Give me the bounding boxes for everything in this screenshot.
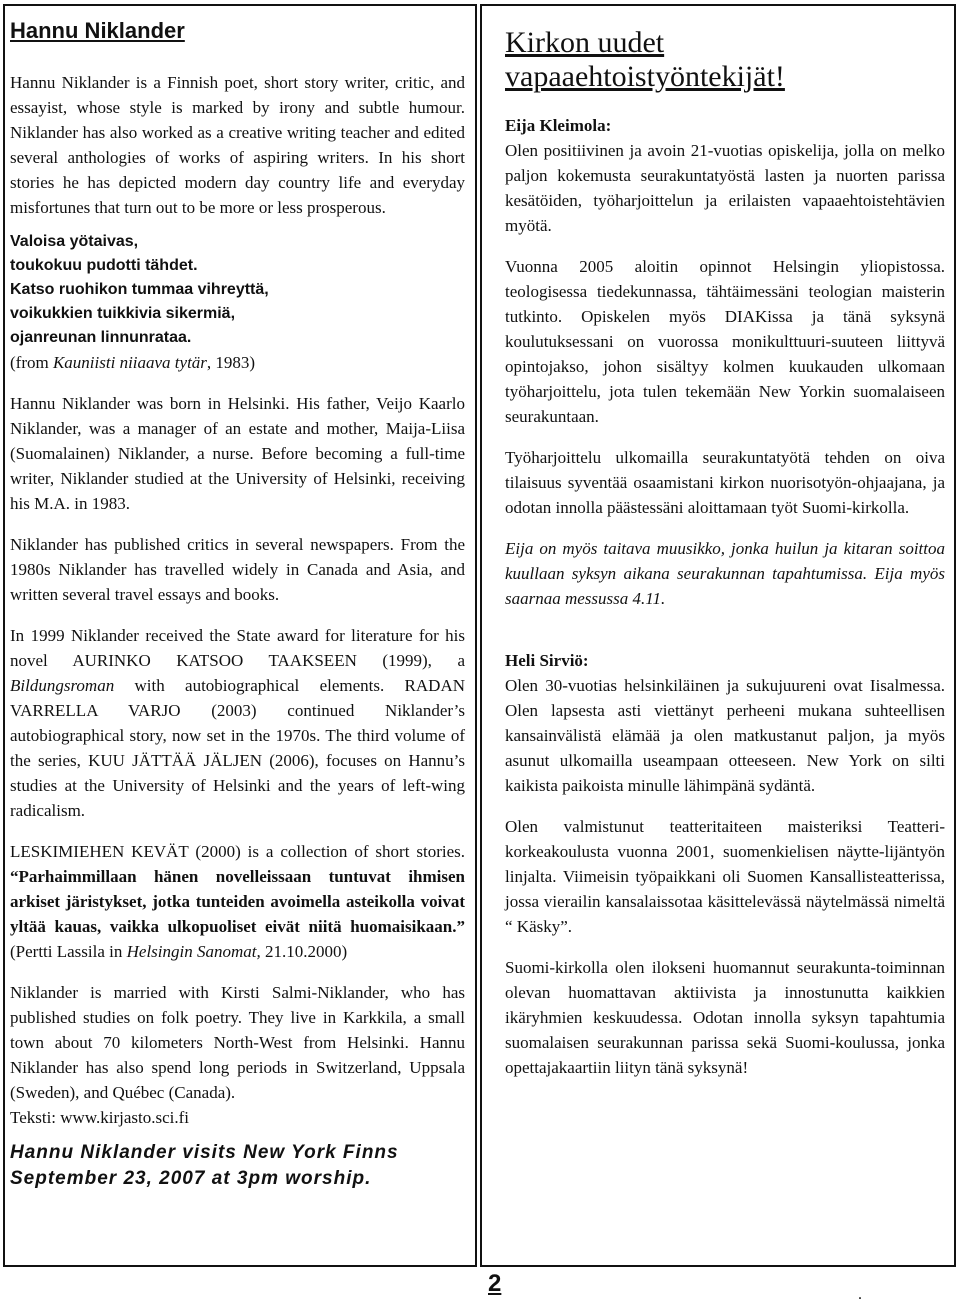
person-2-paragraph-1: Olen 30-vuotias helsinkiläinen ja sukujuureni ovat Iisalmessa. Olen lapsesta asti viettänyt perheeni mukana suhteellisen kansainvälistä elämää ja olen matkustanut paljon, ja myös asunut ulkomailla useampaan otteeseen. New York on silti kaikista paikoista minulle lähimpänä sydäntä.: [505, 676, 945, 795]
poem-line-3: Katso ruohikon tummaa vihreyttä,: [10, 281, 269, 298]
poem-line-5: ojanreunan linnunrataa.: [10, 329, 192, 346]
right-column: [505, 26, 945, 1080]
volunteers-title-line-2: vapaaehtoistyöntekijät!: [505, 60, 785, 93]
award-text-b: with autobiographical elements. RADAN VARRELLA VARJO (2003) continued Niklander’s autobiographical story, now set in the 1970s. The third volume of the series, KUU JÄTTÄÄ JÄLJEN (2006), focuses on Hannu’s studies at the University of Helsinki and the years of left-wing radicalism.: [10, 676, 465, 820]
person-1-paragraph-1: Olen positiivinen ja avoin 21-vuotias opiskelija, jolla on melko paljon kokemusta seurakuntatyöstä lasten ja nuorten parissa kesätöiden, työharjoittelun ja erilaisten vapaaehtoistehtävien myötä.: [505, 141, 945, 235]
visit-notice-line-1: Hannu Niklander visits New York Finns: [10, 1142, 399, 1163]
poem-source-suffix: , 1983): [206, 353, 256, 372]
award-text-a: In 1999 Niklander received the State award for literature for his novel AURINKO KATSOO TAAKSEEN (1999), a: [10, 626, 465, 670]
poem-excerpt: [10, 230, 465, 350]
intro-paragraph: [10, 70, 465, 220]
married-paragraph: Niklander is married with Kirsti Salmi-Niklander, who has published studies on folk poetry. They live in Karkkila, a small town about 70 kilometers North-West from Helsinki. Hannu Niklander has also spend long periods in Switzerland, Uppsala (Sweden), and Québec (Canada).: [10, 983, 465, 1102]
critics-paragraph: Niklander has published critics in several newspapers. From the 1980s Niklander has travelled widely in Canada and Asia, and written several travel essays and books.: [10, 535, 465, 604]
person-2-paragraph-3: Suomi-kirkolla olen ilokseni huomannut seurakunta-toiminnan olevan huomattavan aktiivista ja innostunutta kaikkien ikäryhmien keskuudessa. Odotan innolla syksyn tapahtumia suomalaisen seurakunnan parissa sekä Suomi-koulussa, jonka opettajakaartiin liityn tänä syksynä!: [505, 958, 945, 1077]
poem-line-4: voikukkien tuikkivia sikermiä,: [10, 305, 236, 322]
poem-source: [10, 350, 465, 375]
volunteers-title-line-1: Kirkon uudet: [505, 26, 665, 59]
award-italic: Bildungsroman: [10, 676, 115, 695]
intro-text-b: In his short stories he has depicted modern day country life and everyday misfortunes that turn out to be more or less prosperous.: [10, 148, 465, 217]
trailing-mark: .: [858, 1286, 862, 1303]
collection-italic: Helsingin Sanomat,: [126, 942, 261, 961]
poem-source-title: Kauniisti niiaava tytär: [52, 353, 207, 372]
poem-line-1: Valoisa yötaivas,: [10, 233, 139, 250]
bio-paragraph: Hannu Niklander was born in Helsinki. His father, Veijo Kaarlo Niklander, was a manager of an estate and mother, Maija-Liisa (Suomalainen) Niklander, a nurse. Before becoming a full-time writer, Niklander studied at the University of Helsinki, receiving his M.A. in 1983.: [10, 394, 465, 513]
person-1-paragraph-4: Eija on myös taitava muusikko, jonka huilun ja kitaran soittoa kuullaan syksyn aikana seurakunnan tapahtumissa. Eija myös saarnaa messussa 4.11.: [505, 539, 945, 608]
poem-source-prefix: (from: [10, 353, 53, 372]
collection-text-a: LESKIMIEHEN KEVÄT (2000) is a collection of short stories.: [10, 842, 465, 861]
person-2-name: Heli Sirviö:: [505, 651, 589, 670]
visit-notice-line-2: September 23, 2007 at 3pm worship.: [10, 1168, 372, 1189]
poem-line-2: toukokuu pudotti tähdet.: [10, 257, 198, 274]
collection-text-b: (Pertti Lassila in: [10, 942, 127, 961]
person-1-name: Eija Kleimola:: [505, 116, 612, 135]
article-title: Hannu Niklander: [10, 18, 185, 43]
award-paragraph: [10, 623, 465, 823]
collection-paragraph: [10, 839, 465, 964]
collection-quote: “Parhaimmillaan hänen novelleissaan tuntuvat ihmisen arkiset järistykset, jotka tunteiden avoimella asteikolla voivat yltää kauas, vaikka ulkopuoliset eivät niitä huomaisikaan.”: [10, 867, 465, 936]
intro-text-a: Hannu Niklander is a Finnish poet, short story writer, critic, and essayist, whose style is marked by irony and subtle humour. Niklander has also worked as a creative writing teacher and edited several anthologies of works of aspiring writers.: [10, 73, 465, 167]
person-2-paragraph-2: Olen valmistunut teatteritaiteen maisteriksi Teatteri-korkeakoulusta vuonna 2001, suomenkielisen näytte-lijäntyön linjalta. Viimeisin työpaikkani oli Suomen Kansallisteatterissa, jossa vierailin kansalaissotaa käsittelevässä näytelmässä nimeltä “ Käsky”.: [505, 817, 945, 936]
collection-text-c: 21.10.2000): [260, 942, 348, 961]
person-1-paragraph-3: Työharjoittelu ulkomailla seurakuntatyötä tehden on oiva tilaisuus syventää osaamistani kirkon nuorisotyön-ohjaajana, ja odotan innolla päästessäni aloittamaan työt Suomi-kirkolla.: [505, 448, 945, 517]
page-number: 2: [488, 1270, 502, 1297]
person-1-paragraph-2: Vuonna 2005 aloitin opinnot Helsingin yliopistossa. teologisessa tiedekunnassa, tähtäimessäni teologian maisterin tutkinto. Opiskelen myös DIAKissa ja tänä syksynä koulutuksessani on vuorossa monikulttuuri-suuteen liittyvä opintojakso, johon sisältyy kolmen kuukauden ulkomaan työharjoittelu, jota tulen tekemään New Yorkin suomalaiseen seurakuntaan.: [505, 257, 945, 426]
left-column: [10, 16, 465, 1192]
source-credit: Teksti: www.kirjasto.sci.fi: [10, 1108, 190, 1127]
volunteers-title: [505, 26, 945, 94]
